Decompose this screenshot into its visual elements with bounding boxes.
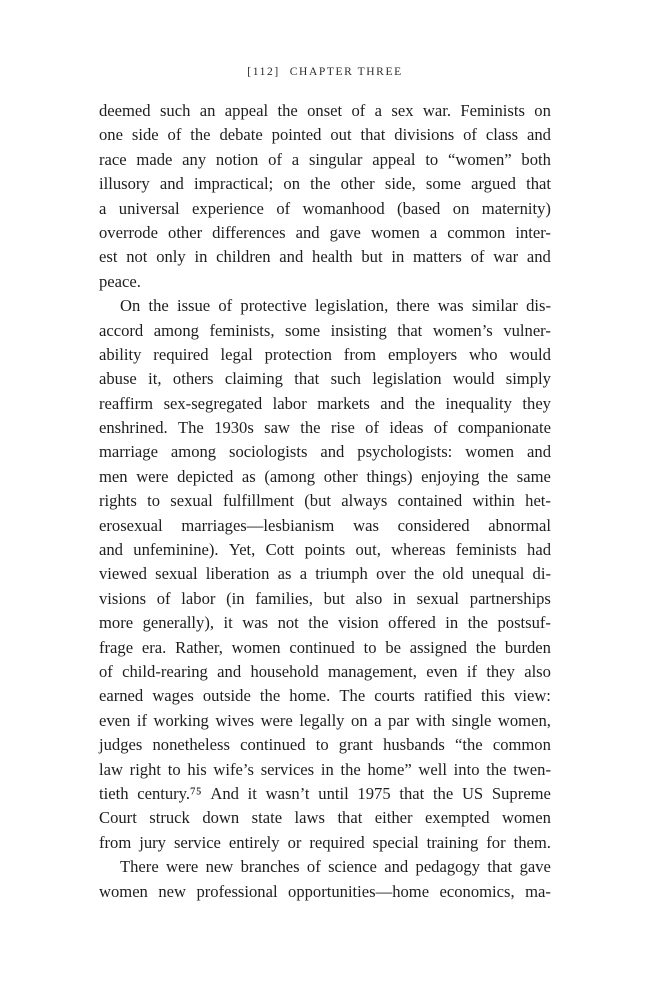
- text-line: law right to his wife’s services in the home” well into the twen-: [99, 759, 551, 779]
- text-line: men were depicted as (among other things) enjoying the same: [99, 466, 551, 486]
- text-line: from jury service entirely or required special training for them.: [99, 832, 551, 852]
- text-line: tieth century.⁷⁵ And it wasn’t until 1975 that the US Supreme: [99, 783, 551, 803]
- text-line: rights to sexual fulfillment (but always contained within het-: [99, 491, 551, 511]
- text-line: peace.: [99, 271, 141, 291]
- text-line: est not only in children and health but in matters of war and: [99, 247, 551, 267]
- text-line: viewed sexual liberation as a triumph over the old unequal di-: [99, 564, 551, 584]
- text-line: women new professional opportunities—home economics, ma-: [99, 881, 551, 901]
- text-line: erosexual marriages—lesbianism was considered abnormal: [99, 515, 551, 535]
- text-line: earned wages outside the home. The courts ratified this view:: [99, 686, 551, 706]
- chapter-title: CHAPTER THREE: [289, 66, 403, 78]
- text-line: There were new branches of science and pedagogy that gave: [120, 857, 551, 877]
- text-line: Court struck down state laws that either exempted women: [99, 808, 551, 828]
- body-text: [99, 99, 551, 904]
- text-line: illusory and impractical; on the other side, some argued that: [99, 174, 551, 194]
- text-line: a universal experience of womanhood (based on maternity): [99, 198, 551, 218]
- running-head: [0, 66, 650, 78]
- text-line: marriage among sociologists and psychologists: women and: [99, 442, 551, 462]
- text-line: visions of labor (in families, but also in sexual partnerships: [99, 588, 551, 608]
- text-line: frage era. Rather, women continued to be assigned the burden: [99, 637, 551, 657]
- text-line: even if working wives were legally on a par with single women,: [99, 710, 551, 730]
- text-line: one side of the debate pointed out that divisions of class and: [99, 125, 551, 145]
- page-number: [112]: [247, 66, 280, 78]
- text-line: overrode other differences and gave women a common inter-: [99, 222, 551, 242]
- text-line: and unfeminine). Yet, Cott points out, whereas feminists had: [99, 540, 551, 560]
- text-line: enshrined. The 1930s saw the rise of ideas of companionate: [99, 418, 551, 438]
- text-line: abuse it, others claiming that such legislation would simply: [99, 369, 551, 389]
- text-line: ability required legal protection from employers who would: [99, 344, 551, 364]
- text-line: of child-rearing and household management, even if they also: [99, 661, 551, 681]
- text-line: accord among feminists, some insisting that women’s vulner-: [99, 320, 551, 340]
- text-line: On the issue of protective legislation, there was similar dis-: [120, 296, 551, 316]
- text-line: judges nonetheless continued to grant husbands “the common: [99, 735, 551, 755]
- text-line: more generally), it was not the vision offered in the postsuf-: [99, 613, 551, 633]
- text-line: race made any notion of a singular appeal to “women” both: [99, 149, 551, 169]
- text-line: reaffirm sex-segregated labor markets and the inequality they: [99, 393, 551, 413]
- text-line: deemed such an appeal the onset of a sex war. Feminists on: [99, 101, 551, 120]
